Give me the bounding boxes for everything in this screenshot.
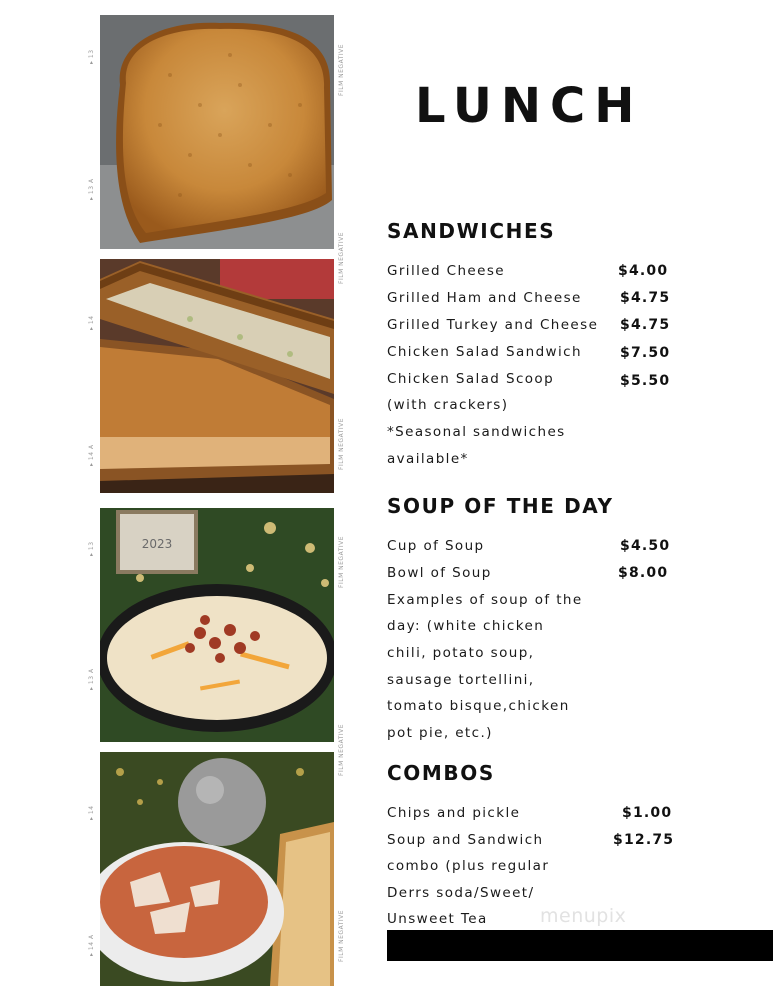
- film-edge-label: FILM NEGATIVE: [338, 909, 345, 962]
- menu-item-price: $4.50: [620, 538, 671, 554]
- frame-label: ▸ 13: [88, 541, 95, 556]
- menu-note-line: *Seasonal sandwiches: [387, 424, 566, 440]
- frame-label: ▸ 14 A: [88, 444, 95, 466]
- film-edge-label: FILM NEGATIVE: [338, 723, 345, 776]
- menu-item-price: $5.50: [620, 373, 671, 389]
- soup-heading: SOUP OF THE DAY: [387, 494, 614, 518]
- menu-item-name: Grilled Cheese: [387, 263, 505, 279]
- film-edge-label: FILM NEGATIVE: [338, 417, 345, 470]
- menu-item-name: Cup of Soup: [387, 538, 485, 554]
- menu-note-line: Unsweet Tea: [387, 911, 488, 927]
- menu-item-name: Grilled Ham and Cheese: [387, 290, 582, 306]
- frame-label: ▸ 13: [88, 49, 95, 64]
- menu-note-line: pot pie, etc.): [387, 725, 493, 741]
- sandwiches-heading: SANDWICHES: [387, 219, 556, 243]
- menu-note-line: Examples of soup of the: [387, 592, 583, 608]
- grilled-cheese-photo: [100, 15, 334, 249]
- menu-item-price: $12.75: [613, 832, 675, 848]
- frame-label: ▸ 13 A: [88, 178, 95, 200]
- watermark: menupix: [540, 905, 627, 927]
- page-title: LUNCH: [415, 78, 644, 134]
- frame-label: ▸ 14: [88, 805, 95, 820]
- menu-item-name: Chicken Salad Sandwich: [387, 344, 582, 360]
- menu-note-line: chili, potato soup,: [387, 645, 535, 661]
- redaction-bar: [387, 930, 773, 961]
- sign-text: 2023: [141, 537, 173, 551]
- menu-item-name: Chips and pickle: [387, 805, 521, 821]
- menu-note-line: combo (plus regular: [387, 858, 550, 874]
- menu-note-line: day: (white chicken: [387, 618, 545, 634]
- frame-label: ▸ 14 A: [88, 934, 95, 956]
- menu-item-price: $4.00: [618, 263, 669, 279]
- menu-note-line: tomato bisque,chicken: [387, 698, 570, 714]
- menu-item-name: Bowl of Soup: [387, 565, 492, 581]
- menu-note-line: Derrs soda/Sweet/: [387, 885, 535, 901]
- menu-item-price: $4.75: [620, 317, 671, 333]
- film-edge-label: FILM NEGATIVE: [338, 535, 345, 588]
- frame-label: ▸ 13 A: [88, 668, 95, 690]
- film-edge-label: FILM NEGATIVE: [338, 43, 345, 96]
- potato-soup-photo: [100, 508, 334, 742]
- menu-note-line: (with crackers): [387, 397, 509, 413]
- menu-note-line: available*: [387, 451, 469, 467]
- menu-item-price: $1.00: [622, 805, 673, 821]
- menu-item-name: Chicken Salad Scoop: [387, 371, 555, 387]
- menu-item-price: $7.50: [620, 345, 671, 361]
- combos-heading: COMBOS: [387, 761, 495, 785]
- menu-note-line: sausage tortellini,: [387, 672, 535, 688]
- film-edge-label: FILM NEGATIVE: [338, 231, 345, 284]
- film-strip: [84, 0, 354, 1000]
- menu-item-price: $8.00: [618, 565, 669, 581]
- chicken-salad-sandwich-photo: [100, 259, 334, 493]
- frame-label: ▸ 14: [88, 315, 95, 330]
- menu-item-price: $4.75: [620, 290, 671, 306]
- tomato-bisque-photo: [100, 752, 334, 986]
- menu-item-name: Grilled Turkey and Cheese: [387, 317, 599, 333]
- menu-item-name: Soup and Sandwich: [387, 832, 544, 848]
